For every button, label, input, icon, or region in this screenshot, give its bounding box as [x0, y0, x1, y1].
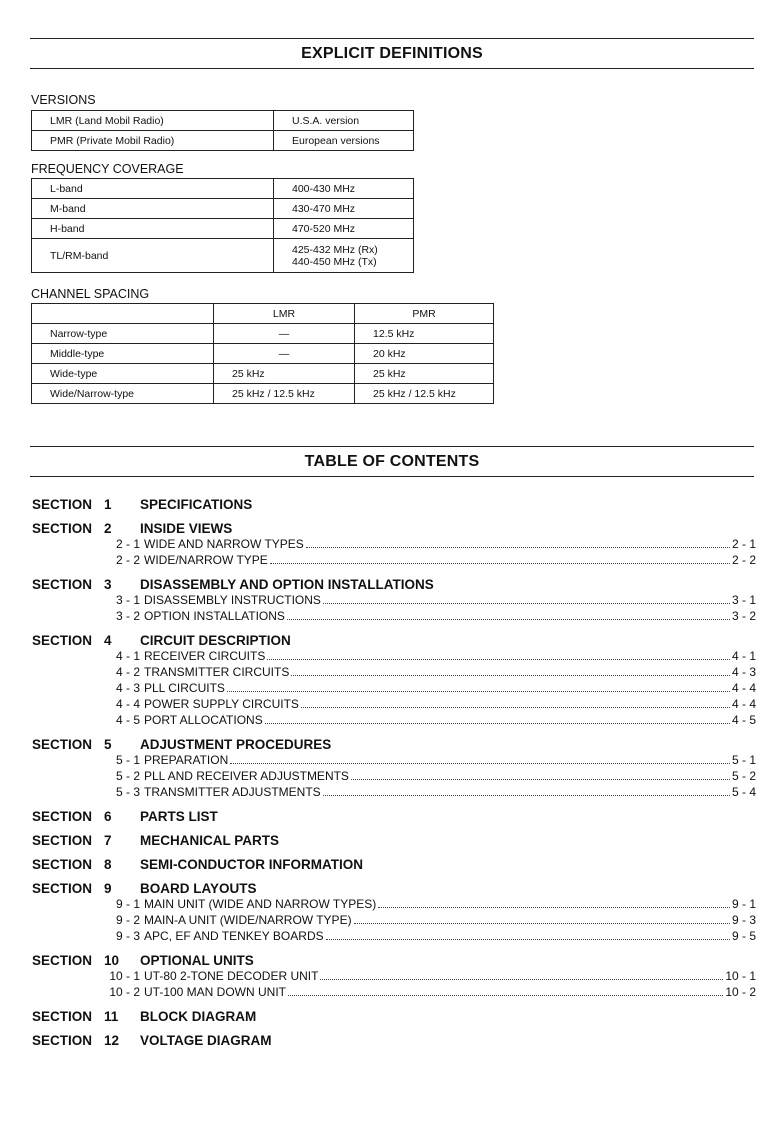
section-number: 6 — [104, 809, 112, 824]
frequency-tx: 440-450 MHz (Tx) — [292, 255, 377, 268]
entry-page: 9 - 5 — [731, 929, 756, 943]
dot-leader — [326, 939, 730, 940]
frequency-label: FREQUENCY COVERAGE — [31, 162, 184, 176]
toc-section-3 — [32, 577, 756, 592]
frequency-rx: 425-432 MHz (Rx) — [292, 243, 378, 256]
section-word: SECTION — [32, 1009, 93, 1024]
dot-leader — [354, 923, 730, 924]
section-title: PARTS LIST — [140, 809, 218, 824]
entry-number: 4 - 4 — [115, 697, 140, 711]
entry-title: TRANSMITTER ADJUSTMENTS — [144, 785, 321, 799]
section-word: SECTION — [32, 881, 93, 896]
table-cell: Middle-type — [32, 344, 214, 364]
entry-title: APC, EF AND TENKEY BOARDS — [144, 929, 324, 943]
table-cell: PMR (Private Mobil Radio) — [32, 131, 274, 151]
versions-label: VERSIONS — [31, 93, 96, 107]
toc-section-9 — [32, 881, 756, 896]
entry-number: 2 - 1 — [115, 537, 140, 551]
dot-leader — [301, 707, 730, 708]
toc-entry — [32, 896, 756, 912]
dot-leader — [351, 779, 730, 780]
toc-entry — [32, 968, 756, 984]
table-cell: U.S.A. version — [274, 111, 414, 131]
toc-top-rule — [30, 446, 754, 447]
entry-title: UT-80 2-TONE DECODER UNIT — [144, 969, 319, 983]
frequency-table — [31, 178, 414, 273]
toc-entry — [32, 784, 756, 800]
toc-section-1 — [32, 497, 756, 512]
definitions-title-rule — [30, 68, 754, 69]
toc-entry — [32, 592, 756, 608]
entry-title: DISASSEMBLY INSTRUCTIONS — [144, 593, 321, 607]
spacing-table — [31, 303, 494, 404]
section-word: SECTION — [32, 633, 93, 648]
table-cell: 25 kHz — [355, 364, 494, 384]
table-cell: 25 kHz — [214, 364, 355, 384]
dot-leader — [265, 723, 730, 724]
entry-number: 3 - 1 — [115, 593, 140, 607]
entry-page: 4 - 4 — [731, 697, 756, 711]
table-cell: Wide/Narrow-type — [32, 384, 214, 404]
table-row — [32, 324, 494, 344]
toc-entry — [32, 768, 756, 784]
toc-entry — [32, 912, 756, 928]
top-rule — [30, 38, 754, 39]
section-word: SECTION — [32, 809, 93, 824]
table-cell: H-band — [32, 219, 274, 239]
dot-leader — [287, 619, 730, 620]
table-cell: — — [214, 344, 355, 364]
dot-leader — [306, 547, 730, 548]
entry-number: 4 - 3 — [115, 681, 140, 695]
toc-title-rule — [30, 476, 754, 477]
dot-leader — [230, 763, 730, 764]
toc-section-11 — [32, 1009, 756, 1024]
dot-leader — [288, 995, 723, 996]
entry-page: 2 - 2 — [731, 553, 756, 567]
dot-leader — [323, 795, 730, 796]
toc-entry — [32, 712, 756, 728]
section-number: 8 — [104, 857, 112, 872]
section-word: SECTION — [32, 1033, 93, 1048]
toc-section-6 — [32, 809, 756, 824]
entry-page: 3 - 2 — [731, 609, 756, 623]
entry-title: PREPARATION — [144, 753, 229, 767]
entry-page: 4 - 5 — [731, 713, 756, 727]
entry-title: OPTION INSTALLATIONS — [144, 609, 285, 623]
section-word: SECTION — [32, 953, 93, 968]
entry-page: 10 - 2 — [725, 985, 756, 999]
table-row — [32, 384, 494, 404]
table-cell: 430-470 MHz — [274, 199, 414, 219]
table-row — [32, 179, 414, 199]
toc-section-10 — [32, 953, 756, 968]
table-cell: 400-430 MHz — [274, 179, 414, 199]
toc-entry — [32, 752, 756, 768]
toc-section-2 — [32, 521, 756, 536]
section-word: SECTION — [32, 833, 93, 848]
section-title: OPTIONAL UNITS — [140, 953, 254, 968]
table-row — [32, 239, 414, 273]
entry-page: 5 - 1 — [731, 753, 756, 767]
section-title: BOARD LAYOUTS — [140, 881, 257, 896]
entry-page: 3 - 1 — [731, 593, 756, 607]
entry-title: TRANSMITTER CIRCUITS — [144, 665, 290, 679]
table-row — [32, 364, 494, 384]
entry-title: WIDE AND NARROW TYPES — [144, 537, 304, 551]
toc-entry — [32, 664, 756, 680]
dot-leader — [323, 603, 730, 604]
section-number: 3 — [104, 577, 112, 592]
entry-number: 5 - 3 — [115, 785, 140, 799]
toc-entry — [32, 608, 756, 624]
entry-number: 9 - 2 — [115, 913, 140, 927]
table-cell: 25 kHz / 12.5 kHz — [355, 384, 494, 404]
table-row — [32, 199, 414, 219]
table-of-contents — [32, 497, 756, 1048]
spacing-label: CHANNEL SPACING — [31, 287, 150, 301]
table-cell: Wide-type — [32, 364, 214, 384]
entry-title: WIDE/NARROW TYPE — [144, 553, 268, 567]
section-number: 12 — [104, 1033, 120, 1048]
section-number: 2 — [104, 521, 112, 536]
section-number: 9 — [104, 881, 112, 896]
versions-table — [31, 110, 414, 151]
entry-page: 4 - 4 — [731, 681, 756, 695]
table-cell: M-band — [32, 199, 274, 219]
entry-page: 2 - 1 — [731, 537, 756, 551]
section-number: 5 — [104, 737, 112, 752]
entry-number: 5 - 2 — [115, 769, 140, 783]
table-cell: 20 kHz — [355, 344, 494, 364]
toc-title: TABLE OF CONTENTS — [304, 453, 480, 470]
toc-entry — [32, 536, 756, 552]
entry-page: 9 - 1 — [731, 897, 756, 911]
entry-number: 3 - 2 — [115, 609, 140, 623]
entry-page: 4 - 3 — [731, 665, 756, 679]
section-word: SECTION — [32, 737, 93, 752]
entry-title: PLL CIRCUITS — [144, 681, 225, 695]
section-title: SPECIFICATIONS — [140, 497, 253, 512]
section-number: 7 — [104, 833, 112, 848]
entry-page: 5 - 4 — [731, 785, 756, 799]
section-word: SECTION — [32, 497, 93, 512]
toc-entry — [32, 680, 756, 696]
section-title: ADJUSTMENT PROCEDURES — [140, 737, 332, 752]
dot-leader — [320, 979, 723, 980]
table-row — [32, 219, 414, 239]
table-cell: European versions — [274, 131, 414, 151]
toc-entry — [32, 552, 756, 568]
toc-section-12 — [32, 1033, 756, 1048]
dot-leader — [291, 675, 730, 676]
table-cell: 25 kHz / 12.5 kHz — [214, 384, 355, 404]
toc-entry — [32, 984, 756, 1000]
toc-section-8 — [32, 857, 756, 872]
section-title: VOLTAGE DIAGRAM — [140, 1033, 272, 1048]
toc-section-5 — [32, 737, 756, 752]
table-row — [32, 131, 414, 151]
entry-title: POWER SUPPLY CIRCUITS — [144, 697, 299, 711]
entry-title: MAIN-A UNIT (WIDE/NARROW TYPE) — [144, 913, 352, 927]
entry-number: 4 - 1 — [115, 649, 140, 663]
entry-title: MAIN UNIT (WIDE AND NARROW TYPES) — [144, 897, 377, 911]
section-number: 1 — [104, 497, 112, 512]
section-number: 4 — [104, 633, 112, 648]
table-cell: 470-520 MHz — [274, 219, 414, 239]
table-header-row — [32, 304, 494, 324]
entry-number: 4 - 2 — [115, 665, 140, 679]
table-row — [32, 111, 414, 131]
entry-page: 5 - 2 — [731, 769, 756, 783]
toc-section-7 — [32, 833, 756, 848]
table-row — [32, 344, 494, 364]
dot-leader — [227, 691, 730, 692]
table-header — [32, 304, 214, 324]
section-title: DISASSEMBLY AND OPTION INSTALLATIONS — [140, 577, 434, 592]
entry-number: 10 - 1 — [109, 969, 140, 983]
entry-page: 4 - 1 — [731, 649, 756, 663]
toc-entry — [32, 696, 756, 712]
section-title: SEMI-CONDUCTOR INFORMATION — [140, 857, 363, 872]
section-title: MECHANICAL PARTS — [140, 833, 280, 848]
entry-title: UT-100 MAN DOWN UNIT — [144, 985, 287, 999]
entry-title: RECEIVER CIRCUITS — [144, 649, 266, 663]
table-cell — [274, 239, 414, 273]
table-cell: L-band — [32, 179, 274, 199]
toc-entry — [32, 928, 756, 944]
dot-leader — [270, 563, 730, 564]
entry-title: PLL AND RECEIVER ADJUSTMENTS — [144, 769, 349, 783]
toc-section-4 — [32, 633, 756, 648]
definitions-title: EXPLICIT DEFINITIONS — [301, 45, 483, 62]
entry-number: 5 - 1 — [115, 753, 140, 767]
entry-title: PORT ALLOCATIONS — [144, 713, 263, 727]
table-cell: LMR (Land Mobil Radio) — [32, 111, 274, 131]
table-header: LMR — [214, 304, 355, 324]
section-title: INSIDE VIEWS — [140, 521, 233, 536]
table-cell: 12.5 kHz — [355, 324, 494, 344]
entry-number: 9 - 3 — [115, 929, 140, 943]
entry-page: 10 - 1 — [725, 969, 756, 983]
section-number: 10 — [104, 953, 120, 968]
section-word: SECTION — [32, 521, 93, 536]
toc-entry — [32, 648, 756, 664]
entry-number: 9 - 1 — [115, 897, 140, 911]
section-title: CIRCUIT DESCRIPTION — [140, 633, 291, 648]
table-header: PMR — [355, 304, 494, 324]
table-cell: Narrow-type — [32, 324, 214, 344]
entry-page: 9 - 3 — [731, 913, 756, 927]
section-word: SECTION — [32, 577, 93, 592]
section-word: SECTION — [32, 857, 93, 872]
section-title: BLOCK DIAGRAM — [140, 1009, 257, 1024]
section-number: 11 — [104, 1009, 119, 1024]
table-cell: — — [214, 324, 355, 344]
dot-leader — [267, 659, 730, 660]
table-cell: TL/RM-band — [32, 239, 274, 273]
entry-number: 4 - 5 — [115, 713, 140, 727]
entry-number: 2 - 2 — [115, 553, 140, 567]
entry-number: 10 - 2 — [109, 985, 140, 999]
dot-leader — [378, 907, 730, 908]
